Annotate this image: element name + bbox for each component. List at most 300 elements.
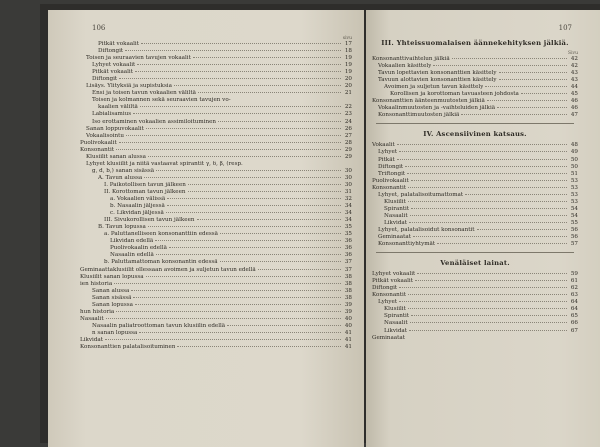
toc-entry-title: Diftongit: [92, 76, 118, 83]
toc-entry-title: Lisäys. Ylityksiä ja supistuksia: [86, 83, 172, 90]
dot-leader: [133, 113, 341, 114]
toc-entry-page: 38: [344, 273, 352, 280]
toc-entry-title: kaalien väliltä: [98, 104, 138, 111]
toc-entry-title: Geminaatat: [372, 334, 405, 341]
toc-entry: [372, 63, 578, 70]
dot-leader: [497, 107, 567, 108]
toc-entry: [372, 70, 578, 77]
dot-leader: [409, 330, 567, 331]
toc-entry-title: Iso erottaminen vokaalien assimiloituminen: [92, 118, 217, 125]
toc-entry-page: 56: [570, 234, 578, 241]
toc-entry-title: Diftongit: [372, 285, 398, 292]
toc-entry-page: 65: [570, 313, 578, 320]
toc-entry-title: Spirantit: [384, 205, 410, 212]
toc-entry-page: 43: [570, 70, 578, 77]
toc-entry: [80, 217, 352, 224]
toc-entry-title: Vokaalisointu: [86, 132, 125, 139]
dot-leader: [405, 166, 567, 167]
toc-entry-page: 50: [570, 163, 578, 170]
toc-entry-page: 38: [344, 294, 352, 301]
toc-entry-page: 54: [570, 212, 578, 219]
toc-entry-title: Toisen ja kolmannen sekä seuraavien tavujen vo-: [92, 97, 231, 104]
dot-leader: [119, 78, 341, 79]
toc-entry-page: 36: [344, 238, 352, 245]
dot-leader: [433, 65, 567, 66]
toc-entry-page: 53: [570, 184, 578, 191]
dot-leader: [139, 332, 341, 333]
toc-entry-title: Lyhyet: [378, 299, 398, 306]
toc-entry: [80, 41, 352, 48]
toc-entry-page: 54: [570, 205, 578, 212]
toc-entry-page: 53: [570, 177, 578, 184]
dot-leader: [198, 92, 341, 93]
dot-leader: [156, 170, 341, 171]
toc-entry-title: Lyhyet, palatalisoidut konsonantit: [378, 226, 475, 233]
toc-entry-title: Konsonantit: [372, 292, 407, 299]
toc-entry: [80, 302, 352, 309]
dot-leader: [397, 144, 567, 145]
section-heading: IV. Ascensiivinen katsaus.: [423, 130, 527, 139]
toc-entry-page: 49: [570, 149, 578, 156]
dot-leader: [408, 187, 567, 188]
toc-entry: [372, 278, 578, 285]
dot-leader: [144, 177, 341, 178]
toc-entry-page: 37: [344, 266, 352, 273]
toc-entry-page: 35: [344, 224, 352, 231]
dot-leader: [197, 219, 342, 220]
toc-entry: [80, 281, 352, 288]
toc-entry: [372, 77, 578, 84]
toc-entry-title: Sanan alussa: [92, 287, 130, 294]
dot-leader: [114, 283, 341, 284]
toc-entry-title: Ensi ja toisen tavun vokaalien väliltä: [92, 90, 196, 97]
toc-entry-title: Klusiilit: [384, 198, 406, 205]
toc-entry-title: b. Nasaalin jäljessä: [110, 203, 165, 210]
dot-leader: [415, 280, 567, 281]
toc-entry: [372, 306, 578, 313]
toc-entry: [80, 259, 352, 266]
toc-entry: [372, 84, 578, 91]
toc-entry-title: A. Tavun alussa: [98, 174, 143, 181]
toc-entry-title: Sanan loppuvokaalit: [86, 125, 144, 132]
toc-entry-title: Likvidat: [384, 219, 408, 226]
dot-leader: [461, 114, 567, 115]
toc-entry-page: 30: [344, 174, 352, 181]
toc-entry-title: Vokaalinmuutosten ja -vaihteluiden jälkiä: [378, 105, 496, 112]
toc-entry: [372, 171, 578, 178]
section-heading: III. Yhteissuomalaisen äännekehityksen jälkiä.: [381, 39, 569, 47]
toc-entry-title: Likvidat: [384, 327, 408, 334]
dot-leader: [116, 311, 341, 312]
toc-entry-page: 18: [344, 48, 352, 55]
toc-entry-page: 17: [344, 41, 352, 47]
toc-entry: [80, 154, 352, 161]
page-number-right: 107: [558, 24, 572, 32]
toc-entry-title: Konsonantit: [372, 184, 407, 191]
dot-leader: [133, 297, 341, 298]
toc-entry-title: a. Vokaalien välissä: [110, 196, 166, 203]
toc-entry: [80, 196, 352, 203]
toc-entry-title: Nasaalit: [384, 212, 408, 219]
dot-leader: [465, 194, 567, 195]
dot-leader: [106, 318, 341, 319]
dot-leader: [499, 72, 567, 73]
dot-leader: [409, 222, 567, 223]
toc-entry-page: 46: [570, 98, 578, 105]
toc-entry-title: Pitkät vokaalit: [92, 69, 133, 76]
dot-leader: [227, 325, 341, 326]
toc-entry-page: 41: [344, 344, 352, 351]
toc-entry: [372, 164, 578, 171]
dot-leader: [397, 159, 567, 160]
dot-leader: [167, 205, 341, 206]
dot-leader: [452, 58, 567, 59]
toc-entry: [80, 224, 352, 231]
toc-entry: [80, 62, 352, 69]
toc-entry-page: 34: [344, 217, 352, 224]
toc-entry-page: 37: [344, 259, 352, 266]
toc-entry-page: 30: [344, 181, 352, 188]
toc-entry-page: 22: [344, 104, 352, 111]
toc-entry: [80, 252, 352, 259]
toc-entry: [80, 175, 352, 182]
toc-entry-page: 26: [344, 125, 352, 132]
toc-entry-title: Klusiilit sanan alussa: [86, 153, 146, 160]
dot-leader: [137, 64, 341, 65]
toc-entry-page: 19: [344, 55, 352, 62]
dot-leader: [399, 151, 567, 152]
toc-entry-title: Konsonanttimuutosten jälkiä: [378, 112, 460, 119]
toc-entry-title: Lyhyet vokaalit: [92, 62, 136, 69]
toc-entry-page: 27: [344, 132, 352, 139]
dot-leader: [135, 304, 341, 305]
toc-entry-title: Likvidan edellä: [110, 238, 154, 245]
toc-entry-page: 38: [344, 280, 352, 287]
toc-entry: [80, 97, 352, 104]
toc-entry-title: Nasaalit: [80, 315, 104, 322]
dot-leader: [220, 261, 341, 262]
toc-entry-list: [372, 56, 578, 119]
dot-leader: [174, 85, 341, 86]
toc-entry: [372, 220, 578, 227]
toc-entry-title: Konsonanttien palatalisoituminen: [80, 344, 176, 351]
toc-entry-list: [80, 41, 352, 351]
toc-entry-page: 21: [344, 90, 352, 97]
dot-leader: [141, 43, 341, 44]
toc-entry: [372, 285, 578, 292]
dot-leader: [177, 346, 341, 347]
toc-entry-title: Lyhyet vokaalit: [372, 271, 416, 278]
dot-leader: [188, 184, 341, 185]
toc-entry-title: Lyhyet, palatalisoitumattomat: [378, 191, 464, 198]
toc-entry: [372, 234, 578, 241]
toc-entry-title: n sanan lopussa: [92, 329, 138, 336]
toc-entry-title: Nasaalin paliatroottoman tavun klusiilin edellä: [92, 322, 226, 329]
toc-entry: [80, 48, 352, 55]
toc-entry-title: Vokaalien käsittely: [378, 63, 432, 70]
toc-entry-title: Konsonantit: [80, 146, 115, 153]
toc-entry-title: c. Likvidan jäljessä: [110, 210, 164, 217]
toc-entry: [80, 111, 352, 118]
toc-entry: [80, 323, 352, 330]
toc-entry: [80, 210, 352, 217]
toc-entry: [80, 76, 352, 83]
toc-entry: [80, 147, 352, 154]
sivu-label: sivu: [342, 36, 352, 41]
dot-leader: [126, 135, 341, 136]
toc-entry-title: Labialisamius: [92, 111, 132, 118]
toc-entry-page: 28: [344, 139, 352, 146]
toc-entry: [372, 335, 578, 342]
toc-column-left: [80, 36, 352, 351]
toc-entry: [80, 161, 352, 168]
toc-entry-title: Lyhyet: [378, 149, 398, 156]
dot-leader: [220, 233, 341, 234]
toc-entry-page: 29: [344, 153, 352, 160]
toc-entry-page: 45: [570, 91, 578, 98]
dot-leader: [258, 269, 341, 270]
toc-entry-title: Klusiilit: [384, 306, 406, 313]
toc-entry-page: 39: [344, 301, 352, 308]
toc-entry-page: 53: [570, 198, 578, 205]
toc-entry-title: Spirantit: [384, 313, 410, 320]
toc-entry: [372, 91, 578, 98]
toc-entry-page: 56: [570, 226, 578, 233]
dot-leader: [146, 128, 341, 129]
toc-entry: [372, 328, 578, 335]
toc-entry-page: 51: [570, 170, 578, 177]
toc-entry: [80, 344, 352, 351]
dot-leader: [169, 247, 341, 248]
dot-leader: [148, 226, 341, 227]
toc-entry: [372, 56, 578, 63]
toc-entry-title: Nasaalin edellä: [110, 252, 154, 259]
toc-entry: [372, 299, 578, 306]
toc-entry-title: Konsonanttiyhtymät: [378, 241, 436, 248]
dot-leader: [218, 121, 341, 122]
toc-entry-page: 43: [570, 77, 578, 84]
toc-entry: [372, 313, 578, 320]
toc-entry-title: Puolivokaalit: [372, 177, 409, 184]
toc-entry: [372, 227, 578, 234]
toc-entry-page: 44: [570, 84, 578, 91]
toc-entry: [80, 140, 352, 147]
toc-entry-page: 35: [344, 231, 352, 238]
dot-leader: [417, 273, 567, 274]
toc-entry: [372, 178, 578, 185]
toc-entry-title: Vokaalit: [372, 142, 395, 149]
toc-entry-page: 23: [344, 111, 352, 118]
toc-entry-page: 36: [344, 252, 352, 259]
toc-entry-page: 42: [570, 63, 578, 70]
toc-entry: [372, 105, 578, 112]
toc-entry-page: 47: [570, 112, 578, 119]
toc-entry-page: 48: [570, 142, 578, 149]
toc-entry: [80, 330, 352, 337]
toc-entry: [80, 83, 352, 90]
toc-entry: [372, 192, 578, 199]
toc-entry-page: 63: [570, 292, 578, 299]
dot-leader: [437, 243, 567, 244]
dot-leader: [485, 86, 567, 87]
right-page: [366, 10, 600, 447]
toc-entry-title: Geminaattaklusiilit ollessaan avoimen ja suljetun tavun edellä: [80, 266, 256, 273]
toc-entry: [372, 185, 578, 192]
dot-leader: [125, 50, 341, 51]
toc-entry-page: 40: [344, 315, 352, 322]
dot-leader: [399, 301, 567, 302]
toc-entry-title: Korollisen ja korottoman tavuasteen johdosta: [390, 91, 519, 98]
toc-column-right: [372, 38, 578, 342]
toc-entry-title: Tavuun alottavien konsonanttien käsittely: [378, 77, 497, 84]
dot-leader: [135, 71, 341, 72]
section-divider: [376, 252, 574, 253]
dot-leader: [410, 215, 567, 216]
toc-entry-title: a. Paluttanelliseen konsonanttiin edessä: [104, 231, 218, 238]
toc-entry-title: Diftongit: [98, 48, 124, 55]
toc-entry-title: Pitkät: [378, 156, 395, 163]
toc-entry-page: 59: [570, 271, 578, 278]
toc-entry: [80, 309, 352, 316]
dot-leader: [410, 322, 567, 323]
toc-entry: [372, 142, 578, 149]
toc-entry-page: 67: [570, 327, 578, 334]
toc-entry-title: Avoimen ja suljetun tavun käsittely: [384, 84, 484, 91]
toc-entry-page: 50: [570, 156, 578, 163]
toc-entry: [80, 104, 352, 111]
dot-leader: [411, 315, 567, 316]
toc-entry-page: 19: [344, 62, 352, 69]
dot-leader: [408, 308, 567, 309]
toc-entry-title: b. Paluttamattoman konsonantin edessä: [104, 259, 218, 266]
toc-entry-title: Sanan sisässä: [92, 294, 132, 301]
toc-entry-title: Geminaatat: [378, 234, 411, 241]
dot-leader: [188, 191, 342, 192]
toc-entry: [80, 267, 352, 274]
dot-leader: [119, 142, 341, 143]
toc-entry-page: 39: [344, 308, 352, 315]
toc-entry: [372, 157, 578, 164]
toc-entry: [80, 337, 352, 344]
toc-entry: [80, 274, 352, 281]
dot-leader: [487, 100, 567, 101]
toc-entry-page: 46: [570, 105, 578, 112]
toc-entry-page: 36: [344, 245, 352, 252]
open-book: [40, 4, 600, 443]
toc-entry-title: Konsonanttivaihtelun jälkiä: [372, 56, 450, 62]
toc-entry-page: 19: [344, 69, 352, 76]
toc-entry-page: 64: [570, 299, 578, 306]
toc-entry-title: Lyhyet klusiilit ja niitä vastaavat spirantit γ, δ, β, (resp.: [86, 160, 243, 167]
toc-entry-title: ien historia: [80, 280, 113, 287]
toc-entry-page: 40: [344, 322, 352, 329]
toc-entry-page: 38: [344, 287, 352, 294]
dot-leader: [116, 149, 341, 150]
dot-leader: [413, 236, 567, 237]
toc-entry-page: 64: [570, 306, 578, 313]
toc-entry-title: III. Sivukorollisen tavun jälkeen: [104, 217, 195, 224]
toc-entry: [372, 292, 578, 299]
left-page: [48, 10, 364, 447]
toc-entry-title: Klusiilit sanan lopussa: [80, 273, 144, 280]
toc-entry: [80, 288, 352, 295]
toc-entry-title: B. Tavun lopussa: [98, 224, 146, 231]
dot-leader: [140, 106, 341, 107]
dot-leader: [477, 229, 567, 230]
dot-leader: [408, 294, 567, 295]
toc-entry: [80, 168, 352, 175]
toc-entry: [372, 98, 578, 105]
toc-entry: [372, 112, 578, 119]
dot-leader: [399, 287, 567, 288]
toc-entry-title: Toisen ja seuraavien tavujen vokaalit: [86, 55, 191, 62]
toc-entry-page: 31: [344, 188, 352, 195]
toc-entry-page: 41: [344, 329, 352, 336]
dot-leader: [411, 180, 567, 181]
toc-entry-title: I. Paikotollisen tavun jälkeen: [104, 181, 186, 188]
dot-leader: [105, 339, 341, 340]
toc-entry-title: II. Korottoman tavun jälkeen: [104, 188, 186, 195]
toc-entry: [80, 90, 352, 97]
page-number-left: 106: [92, 24, 106, 32]
toc-entry-page: 41: [344, 336, 352, 343]
toc-entry: [80, 189, 352, 196]
dot-leader: [166, 212, 341, 213]
toc-entry-title: Likvidat: [80, 336, 104, 343]
toc-entry: [372, 149, 578, 156]
toc-entry-title: Nasaalit: [384, 320, 408, 327]
toc-entry-page: 66: [570, 320, 578, 327]
toc-entry-page: 29: [344, 146, 352, 153]
toc-entry-page: 53: [570, 191, 578, 198]
toc-entry: [372, 206, 578, 213]
toc-entry: [372, 271, 578, 278]
toc-entry-title: Triftongit: [378, 170, 406, 177]
dot-leader: [167, 198, 341, 199]
toc-entry-page: 30: [344, 167, 352, 174]
toc-entry-page: 55: [570, 219, 578, 226]
dot-leader: [146, 276, 341, 277]
dot-leader: [131, 290, 341, 291]
sivu-label: Sivu: [568, 51, 578, 56]
dot-leader: [521, 93, 567, 94]
toc-entry-page: 62: [570, 285, 578, 292]
toc-entry-list: [372, 271, 578, 341]
toc-entry: [80, 133, 352, 140]
toc-entry-title: Pitkät vokaalit: [98, 41, 139, 47]
toc-entry: [372, 320, 578, 327]
toc-entry-title: g, d, b,) sanan sisässä: [92, 167, 155, 174]
toc-entry-page: 20: [344, 83, 352, 90]
dot-leader: [193, 57, 341, 58]
toc-entry: [80, 238, 352, 245]
toc-entry-title: Puolivokaalin edellä: [110, 245, 167, 252]
toc-entry-title: Tavun lopettavien konsonanttien käsittely: [378, 70, 497, 77]
dot-leader: [155, 240, 341, 241]
dot-leader: [148, 156, 341, 157]
toc-entry-page: 24: [344, 118, 352, 125]
toc-entry: [80, 119, 352, 126]
toc-entry-page: 32: [344, 196, 352, 203]
toc-entry-title: Sanan lopussa: [92, 301, 133, 308]
toc-entry: [80, 182, 352, 189]
toc-entry-title: Diftongit: [378, 163, 404, 170]
toc-entry: [80, 245, 352, 252]
section-heading: Venäläiset lainat.: [440, 259, 510, 268]
toc-entry-list: [372, 142, 578, 248]
toc-entry-title: Konsonanttien äänteenmuutosten jälkiä: [372, 98, 485, 105]
toc-entry-title: Pitkät vokaalit: [372, 278, 413, 285]
